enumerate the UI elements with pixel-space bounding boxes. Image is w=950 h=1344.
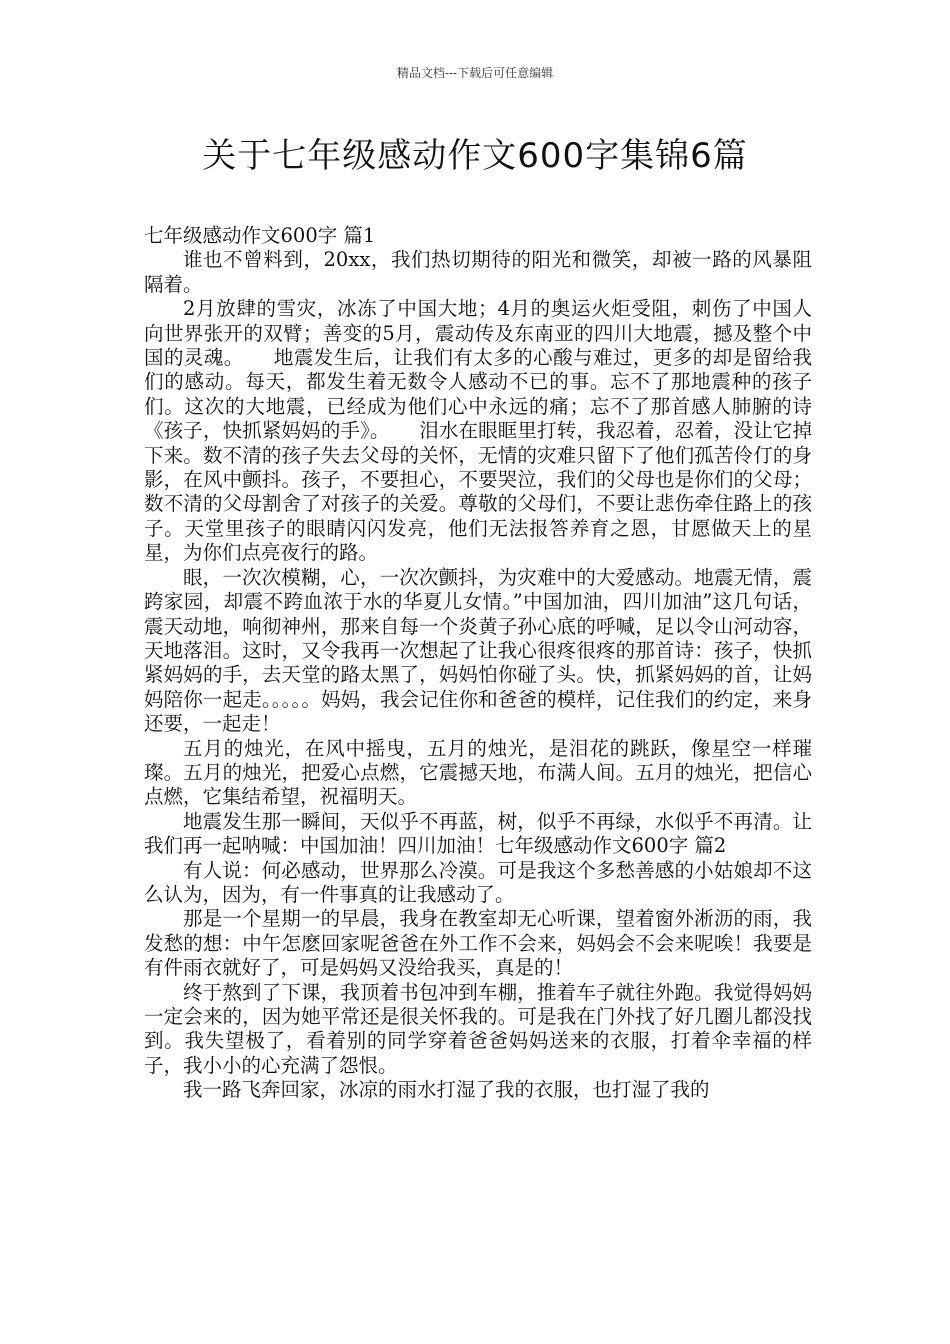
section-heading: 七年级感动作文600字 篇1 bbox=[144, 224, 376, 247]
paragraph: 终于熬到了下课，我顶着书包冲到车棚，推着车子就往外跑。我觉得妈妈一定会来的，因为她平常还是很关怀我的。可是我在门外找了好几圈儿都没找到。我失望极了，看着别的同学穿着爸爸妈妈送来的衣服，打着伞幸福的样子，我小小的心充满了怨恨。 bbox=[144, 980, 812, 1077]
header-note: 精品文档---下载后可任意编辑 bbox=[396, 66, 554, 80]
paragraph: 谁也不曾料到，20xx，我们热切期待的阳光和微笑，却被一路的风暴阻隔着。 bbox=[144, 248, 812, 296]
paragraph: 我一路飞奔回家，冰凉的雨水打湿了我的衣服，也打湿了我的 bbox=[183, 1078, 710, 1102]
paragraph: 地震发生那一瞬间，天似乎不再蓝，树，似乎不再绿，水似乎不再清。让我们再一起呐喊：中国加油！四川加油！七年级感动作文600字 篇2 bbox=[144, 809, 812, 858]
document-title: 关于七年级感动作文600字集锦6篇 bbox=[202, 136, 748, 176]
paragraph: 有人说：何必感动，世界那么冷漠。可是我这个多愁善感的小姑娘却不这么认为，因为，有一件事真的让我感动了。 bbox=[144, 858, 812, 906]
paragraph: 那是一个星期一的早晨，我身在教室却无心听课，望着窗外淅沥的雨，我发愁的想：中午怎麽回家呢爸爸在外工作不会来，妈妈会不会来呢唉！我要是有件雨衣就好了，可是妈妈又没给我买，真是的！ bbox=[144, 907, 812, 980]
paragraph: 眼，一次次模糊，心，一次次颤抖，为灾难中的大爱感动。地震无情，震跨家园，却震不跨血浓于水的华夏儿女情。”中国加油，四川加油”这几句话，震天动地，响彻神州，那来自每一个炎黄子孙心底的呼喊，足以令山河动容，天地落泪。这时，又令我再一次想起了让我心很疼很疼的那首诗：孩子，快抓紧妈妈的手，去天堂的路太黑了，妈妈怕你碰了头。快，抓紧妈妈的首，让妈妈陪你一起走。。。。。妈妈，我会记住你和爸爸的模样，记住我们的约定，来身还要，一起走！ bbox=[144, 565, 812, 736]
article-body bbox=[144, 224, 812, 1103]
paragraph: 五月的烛光，在风中摇曳，五月的烛光，是泪花的跳跃，像星空一样璀璨。五月的烛光，把爱心点燃，它震撼天地，布满人间。五月的烛光，把信心点燃，它集结希望，祝福明天。 bbox=[144, 736, 812, 809]
paragraph: 2月放肆的雪灾，冰冻了中国大地；4月的奥运火炬受阻，刺伤了中国人向世界张开的双臂；善变的5月，震动传及东南亚的四川大地震，撼及整个中国的灵魂。 地震发生后，让我们有太多的心酸与难过，更多的却是留给我们的感动。每天，都发生着无数令人感动不已的事。忘不了那地震种的孩子们。这次的大地震，已经成为他们心中永远的痛；忘不了那首感人肺腑的诗《孩子，快抓紧妈妈的手》。 泪水在眼眶里打转，我忍着，忍着，没让它掉下来。数不清的孩子失去父母的关怀，无情的灾难只留下了他们孤苦伶仃的身影，在风中颤抖。孩子，不要担心，不要哭泣，我们的父母也是你们的父母；数不清的父母割舍了对孩子的关爱。尊敬的父母们，不要让悲伤牵住路上的孩子。天堂里孩子的眼睛闪闪发亮，他们无法报答养育之恩，甘愿做天上的星星，为你们点亮夜行的路。 bbox=[144, 297, 812, 565]
